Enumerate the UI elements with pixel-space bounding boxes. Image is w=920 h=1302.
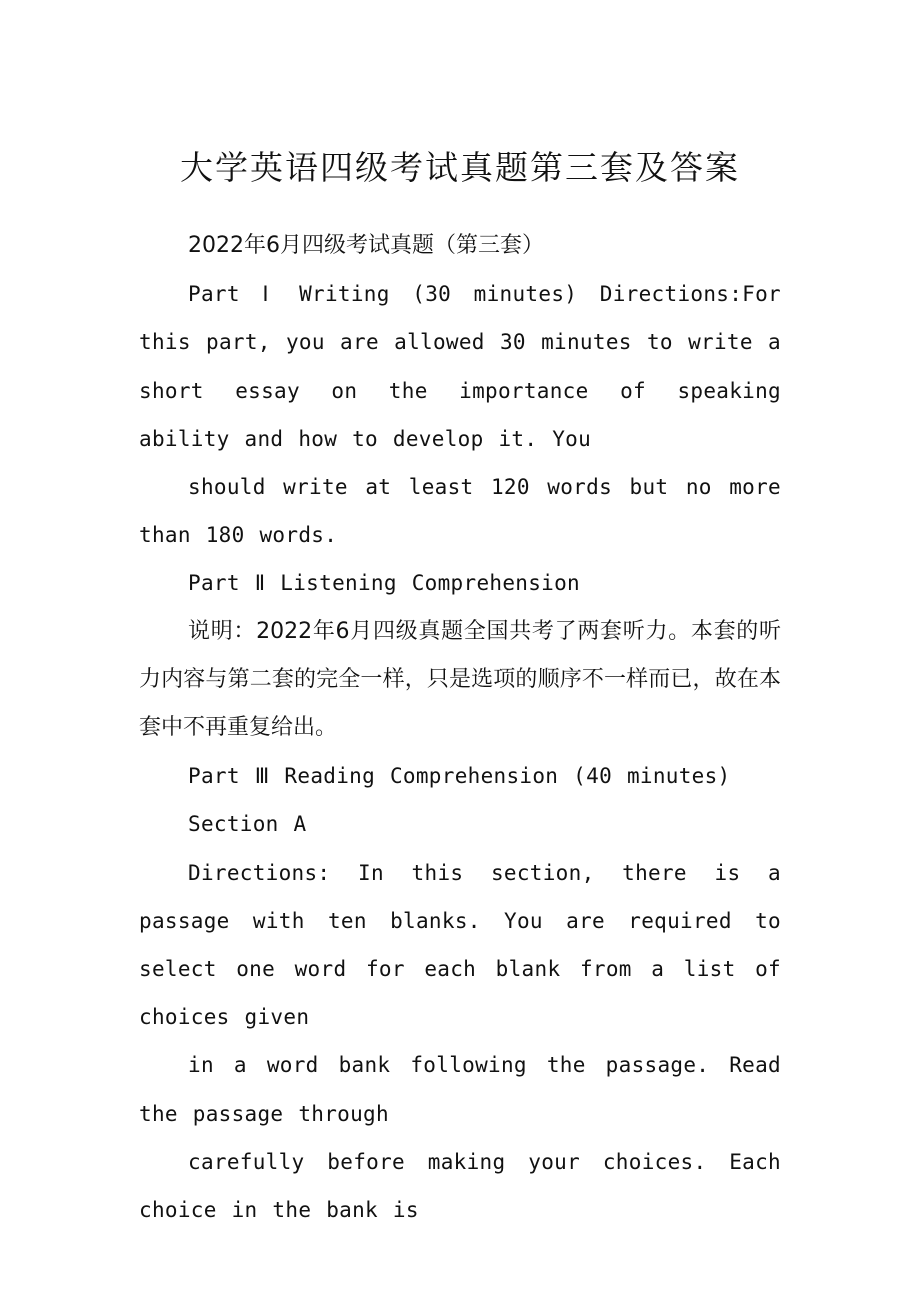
paragraph-section-a: Section A: [188, 812, 307, 837]
paragraph-part2-listening: Part Ⅱ Listening Comprehension: [188, 571, 580, 596]
paragraph-part3-reading: Part Ⅲ Reading Comprehension (40 minutes): [188, 764, 731, 789]
paragraph-word-bank: in a word bank following the passage. Read the passage through: [139, 1053, 781, 1126]
document-body: [139, 222, 781, 1234]
paragraph-exam-heading: 2022年6月四级考试真题（第三套）: [188, 233, 544, 258]
paragraph-listening-note: 说明：2022年6月四级真题全国共考了两套听力。本套的听力内容与第二套的完全一样，只是选项的顺序不一样而已，故在本套中不再重复给出。: [139, 618, 781, 741]
paragraph-part1-writing: Part Ⅰ Writing (30 minutes) Directions:For this part, you are allowed 30 minutes to write a short essay on the importance of speaking ability and how to develop it. You: [139, 282, 781, 451]
paragraph-careful-reading: carefully before making your choices. Each choice in the bank is: [139, 1149, 781, 1223]
paragraph-word-limit: should write at least 120 words but no more than 180 words.: [139, 475, 781, 548]
paragraph-directions: Directions: In this section, there is a passage with ten blanks. You are required to select one word for each blank from a list of choices given: [139, 860, 781, 1030]
document-title: 大学英语四级考试真题第三套及答案: [180, 148, 740, 187]
